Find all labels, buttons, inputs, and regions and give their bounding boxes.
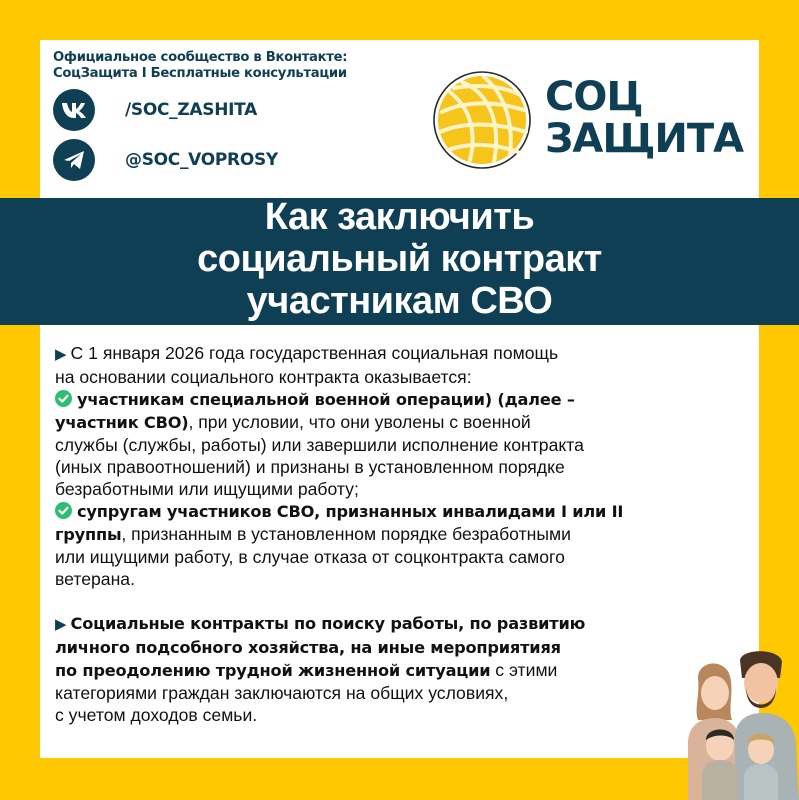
list-item-1-line: (иных правоотношений) и признаны в установленном порядке: [55, 457, 565, 477]
paragraph-gap: [55, 590, 755, 612]
article-body: [55, 342, 755, 726]
list-item-2: [55, 500, 755, 523]
paragraph-2-line: с учетом доходов семьи.: [55, 705, 258, 725]
community-line-1: Официальное сообщество в Вконтакте:: [53, 50, 348, 65]
check-circle-icon: [55, 502, 72, 519]
paragraph-1-line: [55, 342, 755, 366]
community-info: [53, 50, 347, 82]
paragraph-2-line: [55, 612, 755, 636]
vk-icon: [53, 89, 95, 131]
bold-text: участникам специальной военной операции) (далее –: [77, 390, 575, 409]
bold-text: Социальные контракты по поиску работы, по развитию: [70, 614, 586, 633]
bold-text: супругам участников СВО, признанных инвалидами I или II: [77, 502, 624, 521]
list-item-2-line: ветерана.: [55, 569, 135, 589]
text: С 1 января 2026 года государственная социальная помощь: [70, 343, 559, 363]
list-item-1-line: службы (службы, работы) или завершили исполнение контракта: [55, 435, 584, 455]
text: с этими: [490, 660, 558, 680]
list-item-1-line: безработными или ищущими работу;: [55, 479, 359, 499]
globe-icon: [432, 70, 532, 170]
bold-text: по преодолению трудной жизненной ситуации: [55, 661, 491, 680]
check-circle-icon: [55, 390, 72, 407]
triangle-bullet-icon: ▶: [55, 616, 67, 633]
page-title: [0, 196, 799, 322]
bold-text: участник СВО): [55, 413, 189, 432]
list-item-1-line: [55, 411, 755, 434]
vk-handle: /SOC_ZASHITA: [125, 100, 257, 120]
title-line-3: участникам СВО: [246, 280, 553, 322]
community-line-2: СоцЗащита I Бесплатные консультации: [53, 66, 347, 81]
bold-text: личного подсобного хозяйства, на иные мероприятияя: [55, 638, 561, 657]
paragraph-1-line: на основании социального контракта оказывается:: [55, 367, 472, 387]
triangle-bullet-icon: ▶: [55, 346, 67, 363]
paragraph-2-line: [55, 636, 755, 659]
list-item-2-line: или ищущими работу, в случае отказа от соцконтракта самого: [55, 547, 565, 567]
title-line-1: Как заключить: [264, 196, 535, 238]
telegram-handle: @SOC_VOPROSY: [125, 150, 278, 170]
text: , при условии, что они уволены с военной: [188, 412, 531, 432]
paragraph-2-line: [55, 659, 755, 682]
paragraph-2-line: категориями граждан заключаются на общих условиях,: [55, 683, 509, 703]
logo-line-1: СОЦ: [545, 74, 643, 120]
telegram-icon: [53, 139, 95, 181]
title-line-2: социальный контракт: [197, 238, 602, 280]
text: , признанным в установленном порядке безработными: [121, 524, 571, 544]
logo-line-2: ЗАЩИТА: [545, 116, 744, 162]
vk-link[interactable]: [53, 89, 257, 131]
bold-text: группы: [55, 525, 122, 544]
title-banner: [0, 198, 799, 325]
family-illustration: [680, 648, 799, 800]
brand-logo-text: [545, 76, 743, 160]
telegram-link[interactable]: [53, 139, 278, 181]
list-item-1: [55, 388, 755, 411]
list-item-2-line: [55, 523, 755, 546]
